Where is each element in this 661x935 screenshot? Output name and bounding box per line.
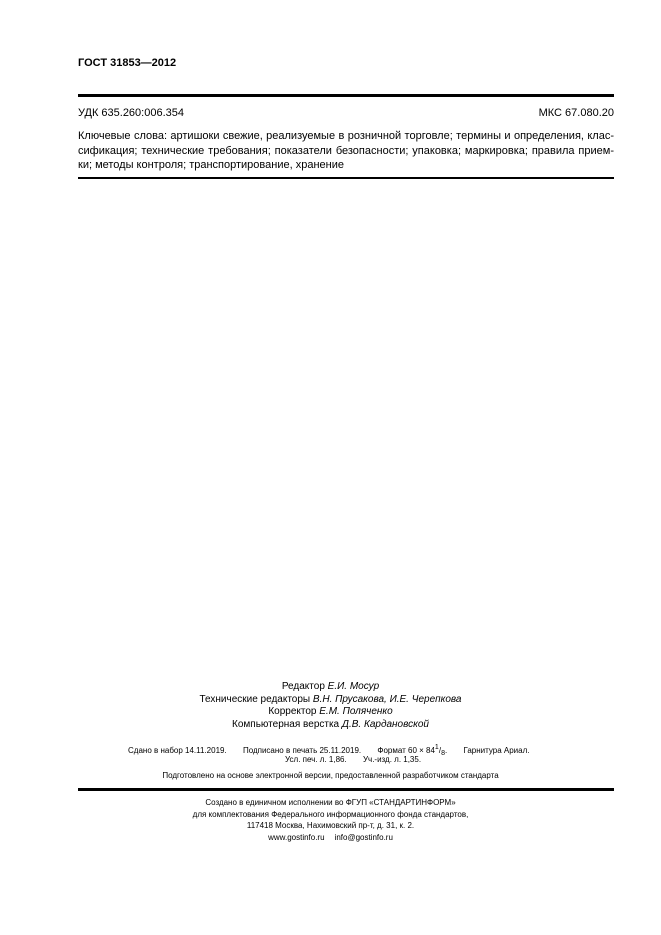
keywords-paragraph <box>78 129 614 173</box>
footer-line: для комплектования Федерального информационного фонда стандартов, <box>192 809 469 819</box>
prepared-note: Подготовлено на основе электронной версии, предоставленной разработчиком стандарта <box>162 771 499 780</box>
credit-name: В.Н. Прусакова, И.Е. Черепкова <box>312 693 462 705</box>
format-numerator: 1 <box>434 744 439 751</box>
publisher-footer <box>0 797 661 843</box>
format-suffix: . <box>444 746 448 755</box>
typeface: Гарнитура Ариал. <box>463 746 530 755</box>
credit-layout <box>0 719 661 732</box>
signed-date: Подписано в печать 25.11.2019. <box>242 746 362 755</box>
email-link[interactable]: info@gostinfo.ru <box>334 832 393 842</box>
submitted-date: Сдано в набор 14.11.2019. <box>128 746 227 755</box>
print-sheets: Усл. печ. л. 1,86. <box>285 755 347 764</box>
credit-tech-editors <box>0 694 661 707</box>
footer-divider <box>78 788 614 791</box>
keywords-line: сификация; технические требования; показатели безопасности; упаковка; маркировка; правила прием- <box>78 144 614 157</box>
format-prefix: Формат 60 × 84 <box>377 746 435 755</box>
publisher-sheets: Уч.-изд. л. 1,35. <box>362 755 422 764</box>
footer-contacts <box>0 832 661 844</box>
keywords-line: Ключевые слова: артишоки свежие, реализуемые в розничной торговле; термины и определения, клас- <box>78 130 614 142</box>
credits-block <box>0 681 661 731</box>
credit-role: Технические редакторы <box>199 693 311 705</box>
footer-line: Создано в единичном исполнении во ФГУП «СТАНДАРТИНФОРМ» <box>205 798 456 807</box>
top-divider <box>78 94 614 97</box>
website-link[interactable]: www.gostinfo.ru <box>268 832 325 842</box>
credit-role: Компьютерная верстка <box>232 718 340 730</box>
credit-name: Е.И. Мосур <box>327 681 380 692</box>
format-denominator: 8 <box>441 750 445 757</box>
credit-name: Е.М. Поляченко <box>319 706 393 717</box>
mks-code: МКС 67.080.20 <box>538 107 614 119</box>
credit-name: Д.В. Кардановской <box>341 718 429 730</box>
udk-code: УДК 635.260:006.354 <box>78 107 184 119</box>
footer-address: 117418 Москва, Нахимовский пр-т, д. 31, к. 2. <box>246 821 415 830</box>
print-info-row-2 <box>285 754 435 766</box>
credit-role: Редактор <box>281 681 325 692</box>
document-code: ГОСТ 31853—2012 <box>78 57 177 69</box>
credit-proofreader <box>0 706 661 719</box>
credit-editor <box>0 681 661 694</box>
credit-role: Корректор <box>268 706 317 717</box>
paper-format: Формат $60 \times 84^1/_8$. <box>377 744 448 757</box>
keywords-line: ки; методы контроля; транспортирование, хранение <box>78 159 344 171</box>
keywords-divider <box>78 177 614 179</box>
